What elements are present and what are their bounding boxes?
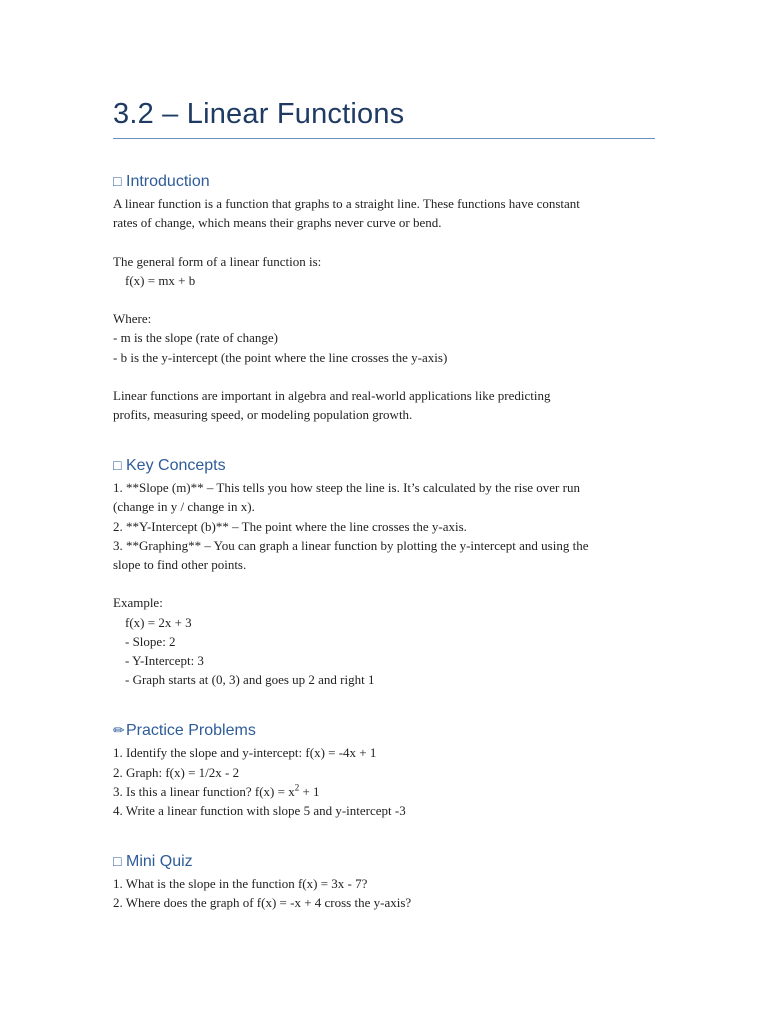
paragraph-line: profits, measuring speed, or modeling population growth. — [113, 407, 413, 423]
blank-line — [113, 232, 655, 251]
page-title: 3.2 – Linear Functions — [113, 98, 405, 130]
list-item: - b is the y-intercept (the point where the line crosses the y-axis) — [113, 349, 448, 365]
list-item-text: 3. Is this a linear function? f(x) = x — [113, 783, 295, 799]
introduction-body — [113, 194, 655, 424]
list-item: 3. **Graphing** – You can graph a linear function by plotting the y-intercept and using the — [113, 537, 589, 553]
list-item: 1. Identify the slope and y-intercept: f(x) = -4x + 1 — [113, 745, 377, 761]
heading-label: Introduction — [126, 173, 210, 190]
list-item: 4. Write a linear function with slope 5 and y-intercept -3 — [113, 802, 406, 818]
section-heading-mini-quiz — [113, 851, 655, 871]
paragraph-line: Linear functions are important in algebra and real-world applications like predicting — [113, 387, 551, 403]
list-item: - m is the slope (rate of change) — [113, 330, 278, 346]
list-item-continuation: (change in y / change in x). — [113, 499, 255, 515]
list-item — [113, 782, 655, 801]
book-icon: □ — [113, 173, 122, 189]
paragraph-line: rates of change, which means their graphs never curve or bend. — [113, 215, 442, 231]
blank-line — [113, 367, 655, 386]
example-detail: - Y-Intercept: 3 — [125, 652, 204, 668]
formula-line: f(x) = 2x + 3 — [125, 614, 192, 630]
practice-problems-body — [113, 743, 655, 820]
key-icon: □ — [113, 457, 122, 474]
list-item-continuation: slope to find other points. — [113, 557, 247, 572]
section-heading-key-concepts — [113, 455, 655, 475]
paragraph-line: The general form of a linear function is: — [113, 253, 322, 269]
list-item: 2. Where does the graph of f(x) = -x + 4 cross the y-axis? — [113, 895, 412, 911]
title-divider — [113, 138, 655, 139]
heading-label: Mini Quiz — [126, 853, 193, 871]
section-heading-introduction — [113, 171, 655, 191]
example-detail: - Slope: 2 — [125, 633, 176, 649]
list-item-text-tail: + 1 — [299, 783, 320, 799]
pencil-icon: ✏ — [113, 722, 125, 739]
list-item: 1. What is the slope in the function f(x) = 3x - 7? — [113, 876, 368, 892]
quiz-icon: □ — [113, 853, 122, 870]
section-heading-practice-problems — [113, 720, 655, 740]
heading-label: Practice Problems — [126, 722, 256, 740]
mini-quiz-body — [113, 874, 655, 912]
blank-line — [113, 574, 655, 593]
heading-label: Key Concepts — [126, 457, 226, 475]
example-label: Example: — [113, 595, 163, 611]
list-item: 1. **Slope (m)** – This tells you how steep the line is. It’s calculated by the rise over run — [113, 480, 580, 496]
list-item: 2. Graph: f(x) = 1/2x - 2 — [113, 764, 240, 780]
paragraph-line: A linear function is a function that graphs to a straight line. These functions have constant — [113, 196, 580, 211]
paragraph-line: Where: — [113, 311, 152, 327]
key-concepts-body — [113, 478, 655, 689]
example-detail: - Graph starts at (0, 3) and goes up 2 and right 1 — [125, 672, 375, 688]
blank-line — [113, 290, 655, 309]
list-item: 2. **Y-Intercept (b)** – The point where the line crosses the y-axis. — [113, 518, 467, 534]
exponent: 2 — [294, 782, 300, 793]
formula-line: f(x) = mx + b — [125, 272, 196, 288]
